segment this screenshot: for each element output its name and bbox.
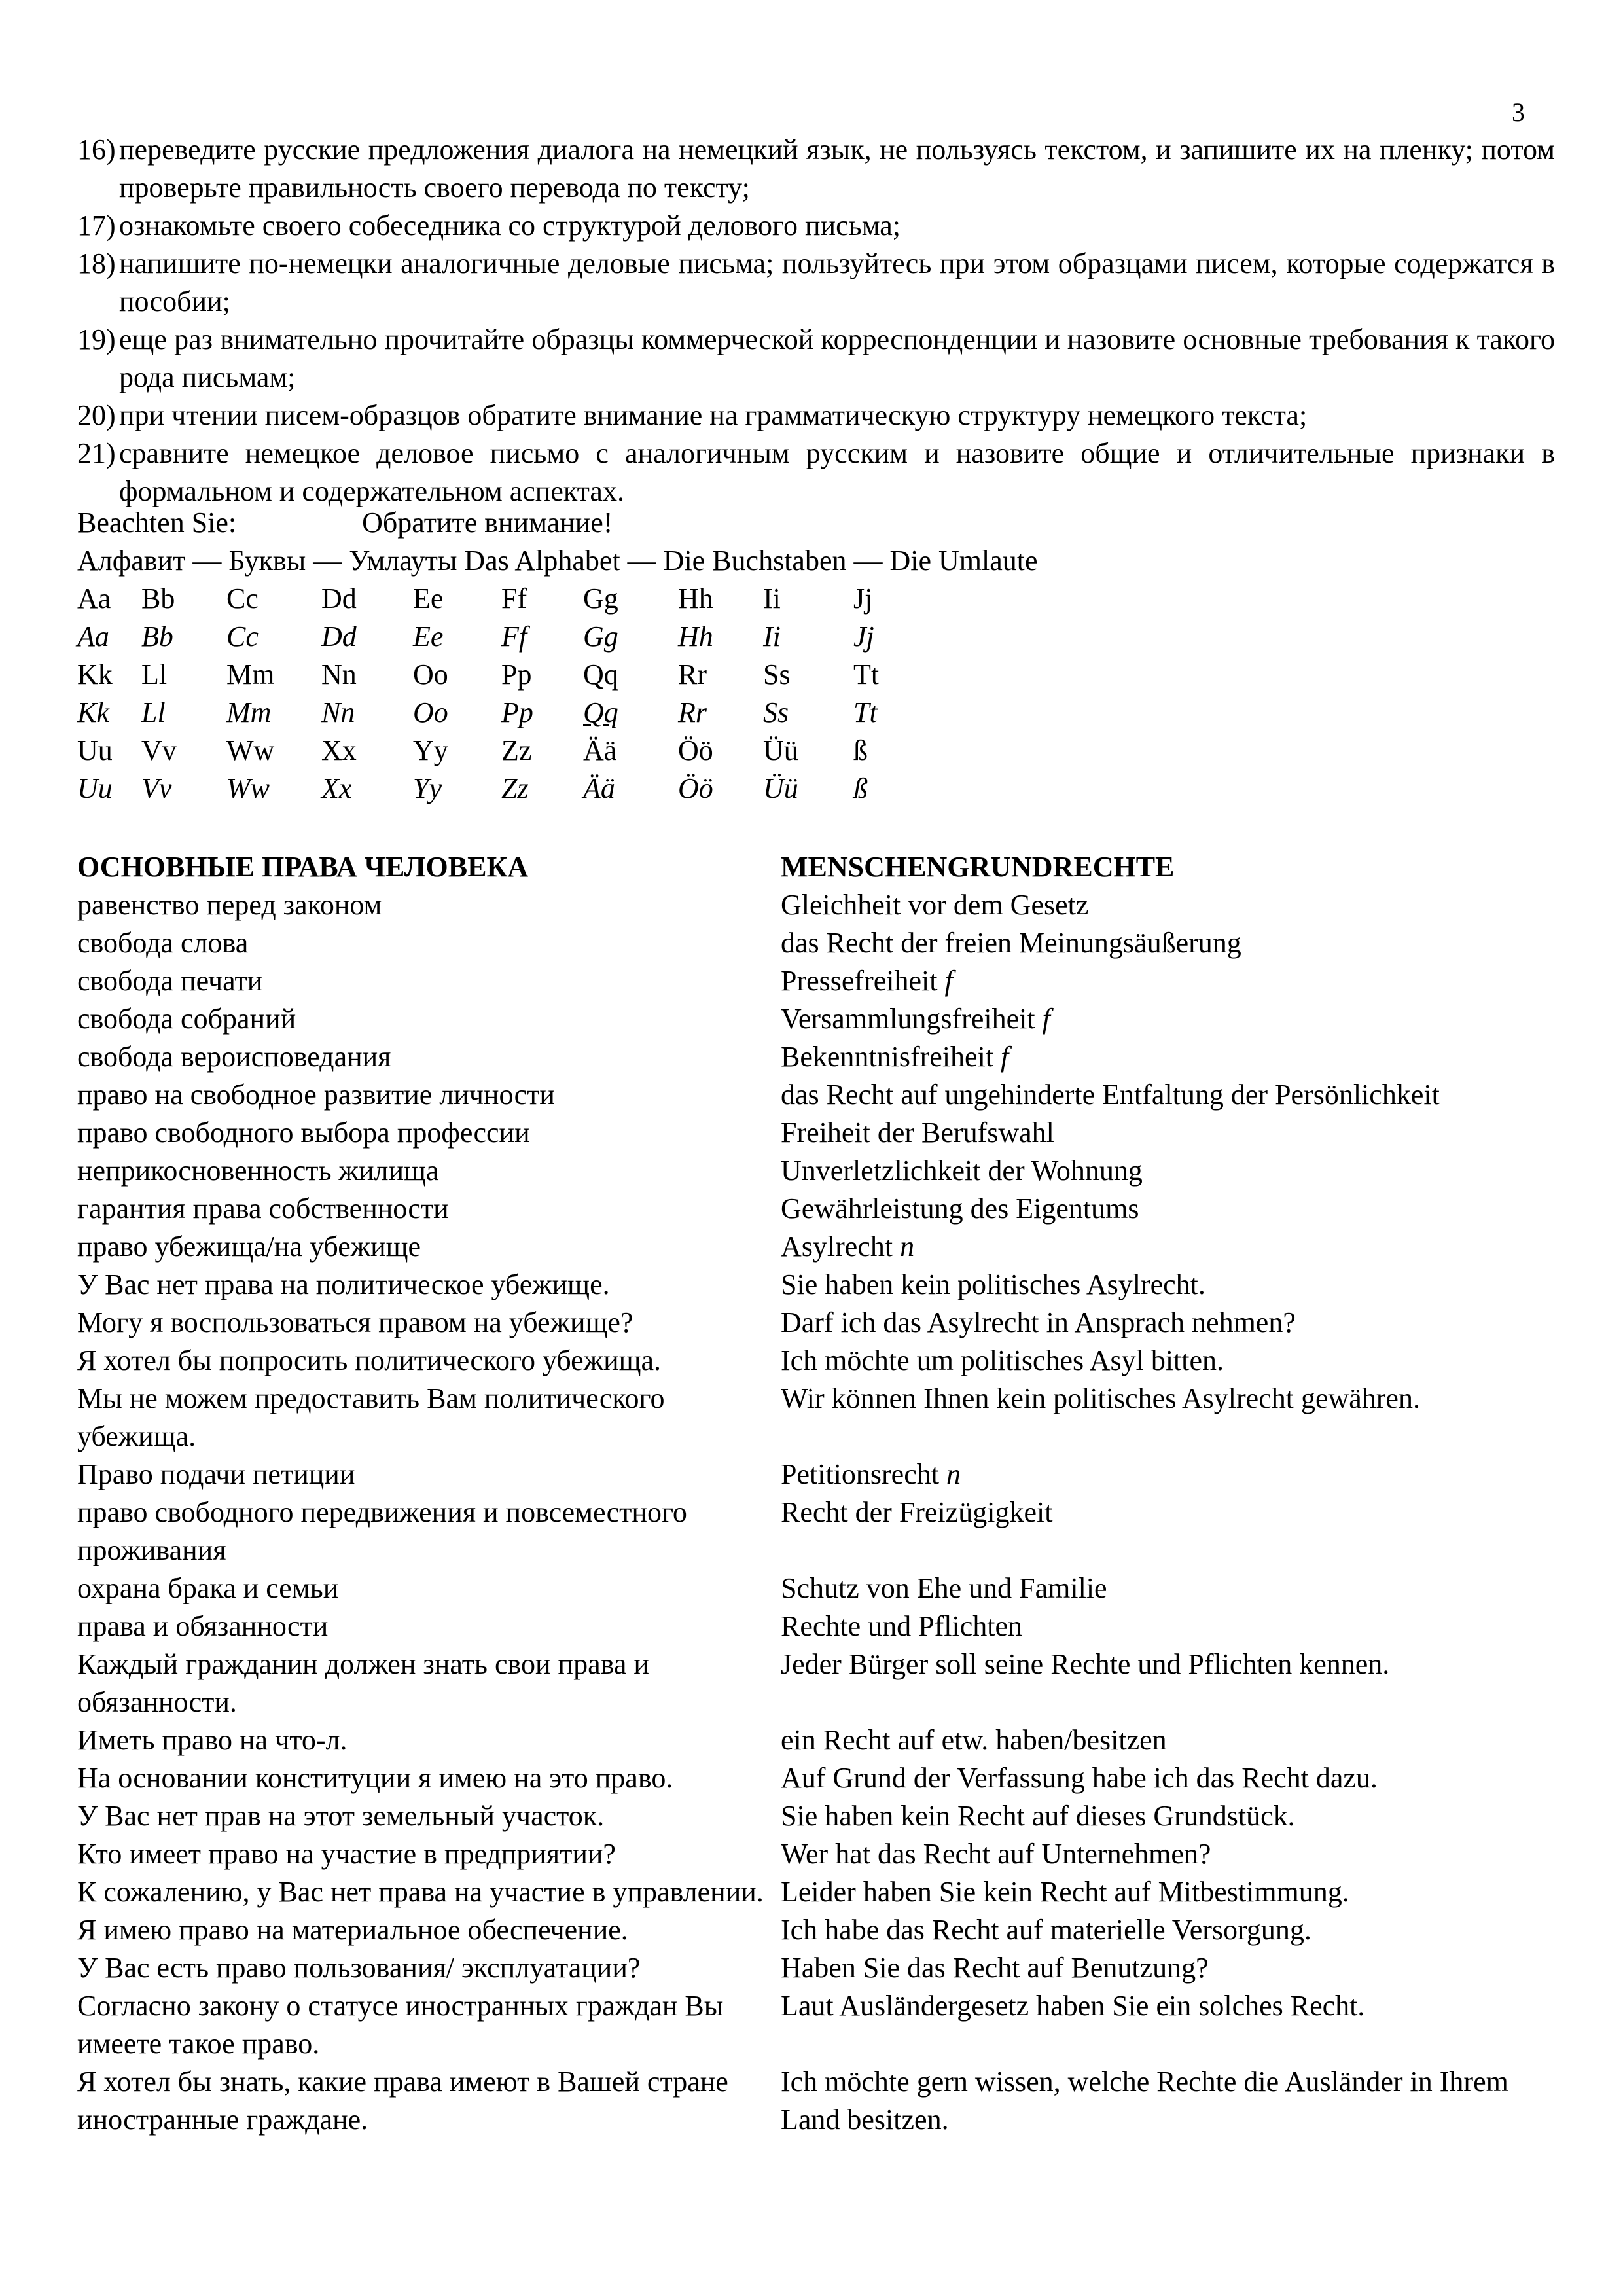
letter: ß: [853, 734, 868, 766]
vocab-ru: свобода слова: [77, 927, 249, 959]
letter: Mm: [226, 696, 272, 728]
letter: Mm: [226, 658, 275, 691]
item-number: 19): [77, 323, 116, 355]
letter: Pp: [501, 696, 533, 728]
letter: Yy: [413, 772, 442, 804]
letter: Ww: [226, 734, 275, 766]
vocab-de: Wir können Ihnen kein politisches Asylrecht gewähren.: [781, 1382, 1420, 1414]
vocab-row: [77, 1342, 1558, 1380]
vocab-row: [77, 1038, 1558, 1076]
vocab-row: [77, 886, 1558, 924]
letter: Ää: [583, 772, 615, 804]
letter: Ll: [141, 658, 168, 691]
letter: Bb: [141, 583, 175, 615]
alphabet-row: [77, 656, 906, 694]
letter: Ää: [583, 734, 617, 766]
vocab-header-de: MENSCHENGRUNDRECHTE: [781, 851, 1175, 883]
vocab-ru: права и обязанности: [77, 1610, 329, 1642]
list-item: [77, 245, 1555, 321]
letter: Rr: [678, 658, 707, 691]
letter: Öö: [678, 772, 713, 804]
letter: Öö: [678, 734, 713, 766]
item-text: ознакомьте своего собеседника со структурой делового письма;: [119, 209, 901, 242]
vocab-de: Schutz von Ehe und Familie: [781, 1572, 1107, 1604]
vocab-ru: Право подачи петиции: [77, 1458, 355, 1490]
vocab-de: Rechte und Pflichten: [781, 1610, 1023, 1642]
letter: Bb: [141, 620, 173, 653]
letter: Yy: [413, 734, 448, 766]
vocabulary-table: [77, 848, 1558, 2139]
vocab-ru: Иметь право на что-л.: [77, 1724, 348, 1756]
vocab-de: Darf ich das Asylrecht in Ansprach nehmen?: [781, 1306, 1296, 1338]
letter: Ll: [141, 696, 166, 728]
letter: Rr: [678, 696, 707, 728]
letter: Dd: [321, 620, 357, 653]
vocab-row: [77, 1607, 1558, 1645]
vocab-ru: К сожалению, у Вас нет права на участие в управлении.: [77, 1876, 764, 1908]
item-number: 17): [77, 209, 116, 242]
vocab-de: Freiheit der Berufswahl: [781, 1117, 1054, 1149]
vocab-ru: На основании конституции я имею на это право.: [77, 1762, 673, 1794]
vocab-row: [77, 1987, 1558, 2063]
letter: Zz: [501, 772, 529, 804]
vocab-de: Unverletzlichkeit der Wohnung: [781, 1155, 1143, 1187]
item-text: при чтении писем-образцов обратите внимание на грамматическую структуру немецкого текста;: [119, 399, 1308, 431]
letter: Ee: [413, 583, 444, 615]
list-item: [77, 131, 1555, 207]
letter: Tt: [853, 696, 878, 728]
vocab-row: [77, 1190, 1558, 1228]
alphabet-table: [77, 580, 906, 808]
beachten-line: [77, 504, 613, 542]
vocab-ru: У Вас есть право пользования/ эксплуатации?: [77, 1952, 641, 1984]
vocab-header-ru: ОСНОВНЫЕ ПРАВА ЧЕЛОВЕКА: [77, 851, 529, 883]
vocab-de: Haben Sie das Recht auf Benutzung?: [781, 1952, 1209, 1984]
vocab-de: Wer hat das Recht auf Unternehmen?: [781, 1838, 1211, 1870]
alphabet-row-italic: [77, 694, 906, 732]
letter: Üü: [763, 772, 798, 804]
vocab-ru: У Вас нет прав на этот земельный участок.: [77, 1800, 605, 1832]
item-number: 21): [77, 437, 116, 469]
letter: ß: [853, 772, 868, 804]
letter: Zz: [501, 734, 532, 766]
letter: Üü: [763, 734, 798, 766]
vocab-ru: свобода вероисповедания: [77, 1041, 391, 1073]
letter: Dd: [321, 583, 357, 615]
letter: Oo: [413, 658, 448, 691]
letter: Jj: [853, 583, 873, 615]
vocab-de: Gewährleistung des Eigentums: [781, 1193, 1139, 1225]
vocab-row: [77, 1494, 1558, 1570]
letter: Ee: [413, 620, 444, 653]
vocab-row: [77, 1835, 1558, 1873]
vocab-de: Jeder Bürger soll seine Rechte und Pflichten kennen.: [781, 1648, 1390, 1680]
vocab-de: Ich möchte gern wissen, welche Rechte die Ausländer in Ihrem Land besitzen.: [781, 2066, 1508, 2136]
vocab-ru: Я хотел бы попросить политического убежища.: [77, 1344, 662, 1376]
vocab-de: Sie haben kein politisches Asylrecht.: [781, 1268, 1205, 1300]
letter: Pp: [501, 658, 532, 691]
letter: Vv: [141, 772, 172, 804]
letter: Ss: [763, 658, 791, 691]
letter: Nn: [321, 658, 357, 691]
letter: Ff: [501, 620, 527, 653]
gender-marker: n: [900, 1230, 915, 1263]
letter: Uu: [77, 734, 113, 766]
item-text: еще раз внимательно прочитайте образцы коммерческой корреспонденции и назовите основные требования к такого рода письмам;: [119, 323, 1555, 393]
letter: Ii: [763, 620, 781, 653]
vocab-ru: Кто имеет право на участие в предприятии?: [77, 1838, 616, 1870]
vocab-de: Laut Ausländergesetz haben Sie ein solches Recht.: [781, 1990, 1365, 2022]
vocab-row: [77, 1911, 1558, 1949]
letter: Hh: [678, 620, 713, 653]
vocab-ru: Могу я воспользоваться правом на убежище?: [77, 1306, 633, 1338]
vocab-row: [77, 2063, 1558, 2139]
vocab-de: Pressefreiheit f: [781, 965, 953, 997]
vocab-ru: Согласно закону о статусе иностранных граждан Вы имеете такое право.: [77, 1990, 724, 2060]
letter: Aa: [77, 620, 109, 653]
vocab-ru: право свободного передвижения и повсеместного проживания: [77, 1496, 687, 1566]
list-item: [77, 397, 1555, 435]
vocab-de: ein Recht auf etw. haben/besitzen: [781, 1724, 1167, 1756]
alphabet-row: [77, 732, 906, 770]
letter: Aa: [77, 583, 111, 615]
vocab-de: Gleichheit vor dem Gesetz: [781, 889, 1089, 921]
beachten-ru: Обратите внимание!: [362, 507, 613, 539]
vocab-header: [77, 848, 1558, 886]
letter: Oo: [413, 696, 448, 728]
item-number: 20): [77, 399, 116, 431]
vocab-row: [77, 1000, 1558, 1038]
item-text: переведите русские предложения диалога на немецкий язык, не пользуясь текстом, и запишите их на пленку; потом проверьте правильность своего перевода по тексту;: [119, 134, 1555, 204]
vocab-de: Asylrecht n: [781, 1230, 915, 1263]
letter: Jj: [853, 620, 874, 653]
vocab-ru: свобода собраний: [77, 1003, 296, 1035]
vocab-de: Ich habe das Recht auf materielle Versorgung.: [781, 1914, 1311, 1946]
letter: Xx: [321, 772, 352, 804]
vocab-row: [77, 1873, 1558, 1911]
letter: Qq: [583, 696, 618, 728]
vocab-ru: У Вас нет права на политическое убежище.: [77, 1268, 610, 1300]
alphabet-row-italic: [77, 770, 906, 808]
page-number: 3: [1512, 98, 1525, 127]
letter: Ff: [501, 583, 527, 615]
vocab-row: [77, 1304, 1558, 1342]
list-item: [77, 435, 1555, 511]
vocab-de: Sie haben kein Recht auf dieses Grundstück.: [781, 1800, 1295, 1832]
letter: Nn: [321, 696, 355, 728]
vocab-ru: Я имею право на материальное обеспечение.: [77, 1914, 628, 1946]
vocab-ru: равенство перед законом: [77, 889, 382, 921]
item-number: 16): [77, 134, 116, 166]
vocab-de: Auf Grund der Verfassung habe ich das Recht dazu.: [781, 1762, 1378, 1794]
vocab-ru: право убежища/на убежище: [77, 1230, 421, 1263]
vocab-rows: [77, 886, 1558, 2139]
vocab-row: [77, 1456, 1558, 1494]
vocab-ru: гарантия права собственности: [77, 1193, 449, 1225]
gender-marker: f: [1001, 1041, 1009, 1073]
letter: Ww: [226, 772, 270, 804]
item-text: напишите по-немецки аналогичные деловые письма; пользуйтесь при этом образцами писем, которые содержатся в пособии;: [119, 247, 1555, 317]
vocab-ru: неприкосновенность жилища: [77, 1155, 439, 1187]
vocab-de: Versammlungsfreiheit f: [781, 1003, 1050, 1035]
vocab-ru: право на свободное развитие личности: [77, 1079, 555, 1111]
letter: Qq: [583, 658, 618, 691]
vocab-ru: Мы не можем предоставить Вам политического убежища.: [77, 1382, 665, 1452]
vocab-row: [77, 1645, 1558, 1721]
vocab-ru: свобода печати: [77, 965, 263, 997]
vocab-row: [77, 1797, 1558, 1835]
vocab-row: [77, 1152, 1558, 1190]
letter: Vv: [141, 734, 177, 766]
list-item: [77, 207, 1555, 245]
letter: Tt: [853, 658, 880, 691]
list-item: [77, 321, 1555, 397]
alphabet-row-italic: [77, 618, 906, 656]
letter: Kk: [77, 658, 113, 691]
gender-marker: n: [946, 1458, 961, 1490]
vocab-de: Petitionsrecht n: [781, 1458, 961, 1490]
vocab-row: [77, 1076, 1558, 1114]
vocab-row: [77, 962, 1558, 1000]
vocab-row: [77, 1570, 1558, 1607]
gender-marker: f: [944, 965, 953, 997]
gender-marker: f: [1042, 1003, 1050, 1035]
letter: Ii: [763, 583, 781, 615]
letter: Ss: [763, 696, 789, 728]
vocab-de: das Recht auf ungehinderte Entfaltung der Persönlichkeit: [781, 1079, 1440, 1111]
vocab-ru: Я хотел бы знать, какие права имеют в Вашей стране иностранные граждане.: [77, 2066, 728, 2136]
vocab-ru: право свободного выбора профессии: [77, 1117, 530, 1149]
vocab-row: [77, 924, 1558, 962]
alphabet-row: [77, 580, 906, 618]
letter: Cc: [226, 620, 259, 653]
vocab-de: Leider haben Sie kein Recht auf Mitbestimmung.: [781, 1876, 1349, 1908]
vocab-row: [77, 1228, 1558, 1266]
vocab-de: Recht der Freizügigkeit: [781, 1496, 1053, 1528]
vocab-row: [77, 1721, 1558, 1759]
vocab-de: Ich möchte um politisches Asyl bitten.: [781, 1344, 1224, 1376]
letter: Cc: [226, 583, 259, 615]
vocab-ru: охрана брака и семьи: [77, 1572, 339, 1604]
letter: Gg: [583, 620, 618, 653]
vocab-de: das Recht der freien Meinungsäußerung: [781, 927, 1241, 959]
vocab-row: [77, 1949, 1558, 1987]
letter: Hh: [678, 583, 713, 615]
beachten-de: Beachten Sie:: [77, 507, 237, 539]
item-number: 18): [77, 247, 116, 279]
instruction-list: [77, 131, 1555, 511]
vocab-row: [77, 1380, 1558, 1456]
vocab-row: [77, 1266, 1558, 1304]
vocab-row: [77, 1759, 1558, 1797]
letter: Gg: [583, 583, 618, 615]
vocab-ru: Каждый гражданин должен знать свои права и обязанности.: [77, 1648, 649, 1718]
alphabet-title: Алфавит — Буквы — Умлауты Das Alphabet — Die Buchstaben — Die Umlaute: [77, 545, 1038, 577]
vocab-row: [77, 1114, 1558, 1152]
item-text: сравните немецкое деловое письмо с аналогичным русским и назовите общие и отличительные признаки в формальном и содержательном аспектах.: [119, 437, 1555, 507]
letter: Uu: [77, 772, 113, 804]
letter: Kk: [77, 696, 109, 728]
vocab-de: Bekenntnisfreiheit f: [781, 1041, 1009, 1073]
letter: Xx: [321, 734, 357, 766]
